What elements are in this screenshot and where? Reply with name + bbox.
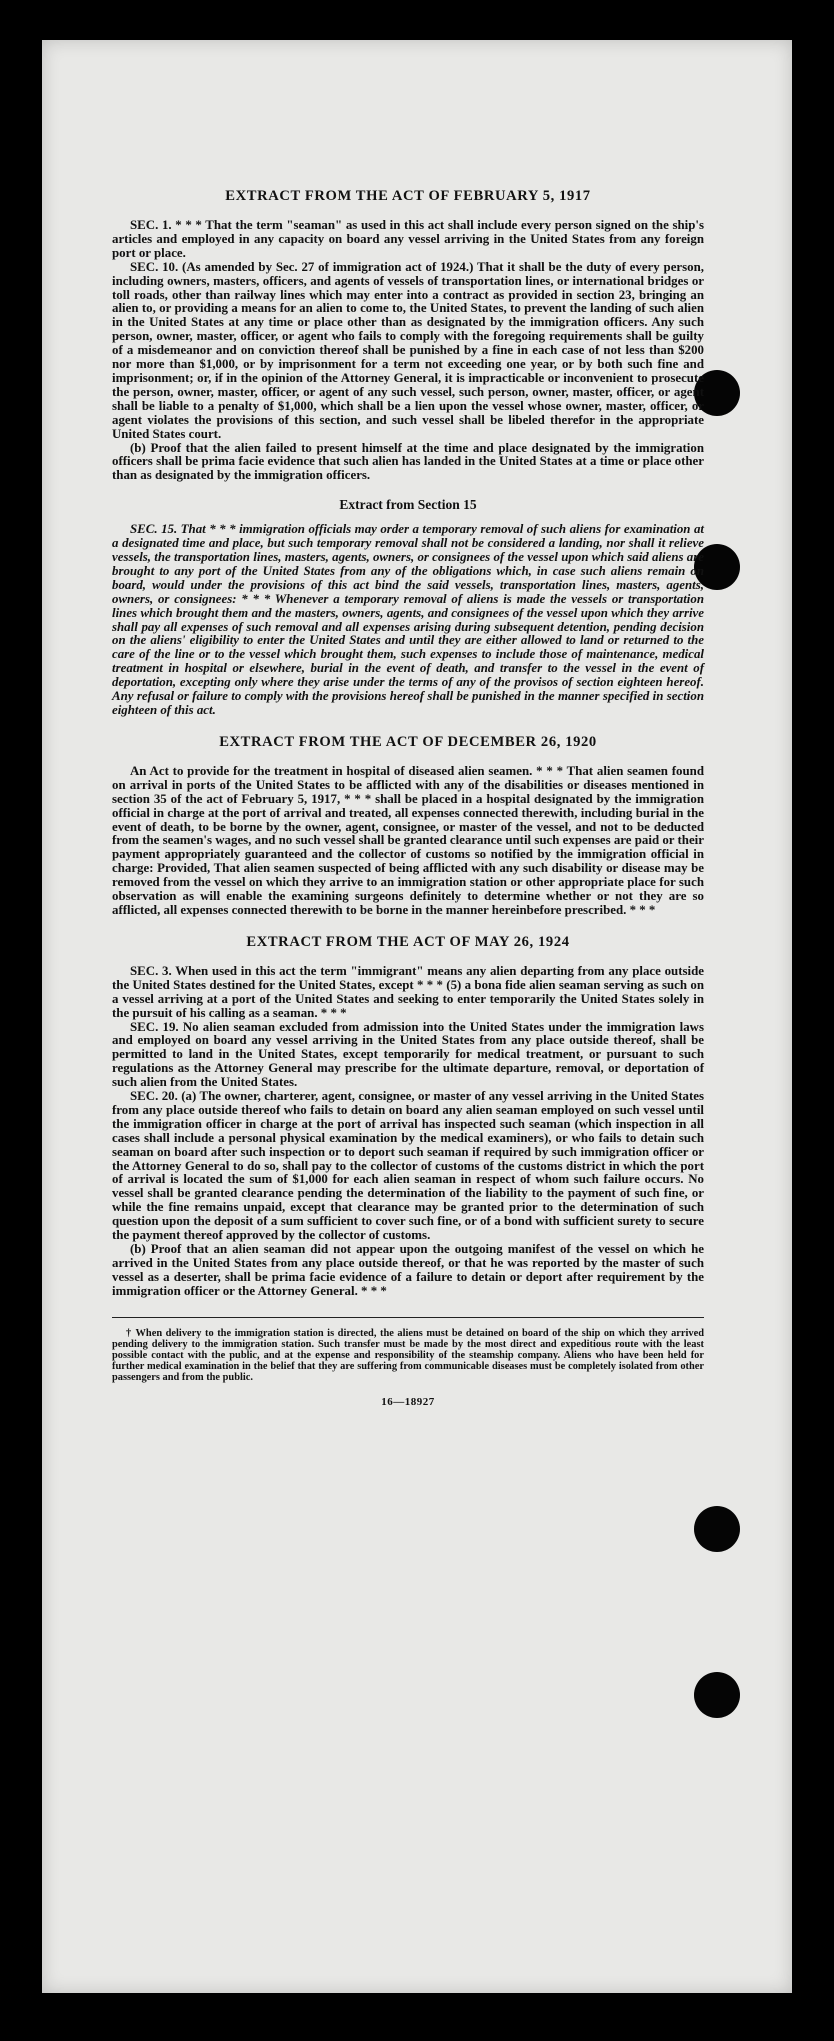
paragraph-sec10b: (b) Proof that the alien failed to present himself at the time and place designated by the immigration officers shall be prima facie evidence that such alien has landed in the United States at a time or place other than as designated by the immigration officers. — [112, 440, 704, 483]
paragraph-sec3: SEC. 3. When used in this act the term "immigrant" means any alien departing from any place outside the United States destined for the United States, except * * * (5) a bona fide alien seaman serving as such on a vessel arriving at a port of the United States and seeking to enter temporarily the United States solely in the pursuit of his calling as a seaman. * * * — [112, 963, 704, 1020]
section-title-1920: EXTRACT FROM THE ACT OF DECEMBER 26, 1920 — [219, 733, 597, 750]
punch-hole — [694, 1506, 740, 1552]
paragraph-sec19: SEC. 19. No alien seaman excluded from admission into the United States under the immigration laws and employed on board any vessel arriving in the United States from any place outside thereof, shall be permitted to land in the United States, except temporarily for medical treatment, or pursuant to such regulations as the Attorney General may prescribe for the ultimate departure, removal, or deportation of such alien from the United States. — [112, 1019, 704, 1090]
paragraph-sec10: SEC. 10. (As amended by Sec. 27 of immigration act of 1924.) That it shall be the duty of every person, including owners, masters, officers, and agents of vessels of transportation lines, or international bridges or toll roads, other than railway lines which may enter into a contract as provided in section 23, bringing an alien to, or providing a means for an alien to come to, the United States, to prevent the landing of such alien in the United States at any time or place other than as designated by the immigration officers. Any such person, owner, master, officer, or agent who fails to comply with the foregoing requirements shall be guilty of a misdemeanor and on conviction thereof shall be punished by a fine in each case of not less than $200 nor more than $1,000, or by imprisonment for a term not exceeding one year, or by both such fine and imprisonment; or, if in the opinion of the Attorney General, it is impracticable or inconvenient to prosecute the person, owner, master, officer, or agent of any such vessel, such person, owner, master, officer, or agent shall be liable to a penalty of $1,000, which shall be a lien upon the vessel whose owner, master, officer, or agent violates the provisions of this section, and such vessel shall be libeled therefor in the appropriate United States court. — [112, 259, 704, 441]
section-subtitle-15: Extract from Section 15 — [339, 497, 477, 513]
footnote: † When delivery to the immigration station is directed, the aliens must be detained on board of the ship on which they arrived pending delivery to the immigration station. Such transfer must be made by the most direct and expeditious route with the least possible contact with the public, and at the expense and responsibility of the steamship company. Aliens who have been held for further medical examination in the belief that they are suffering from communicable diseases must be completely isolated from other passengers and from the public. — [112, 1327, 704, 1384]
paragraph-sec20: SEC. 20. (a) The owner, charterer, agent, consignee, or master of any vessel arriving in the United States from any place outside thereof who fails to detain on board any alien seaman employed on such vessel until the immigration officer in charge at the port of arrival has inspected such seaman (which inspection in all cases shall include a personal physical examination by the medical examiners), or who fails to detain such seaman on board after such inspection or to deport such seaman if required by such immigration officer or the Attorney General to do so, shall pay to the collector of customs of the customs district in which the port of arrival is located the sum of $1,000 for each alien seaman in respect of whom such failure occurs. No vessel shall be granted clearance pending the determination of the liability to the payment of such fine, or while the fine remains unpaid, except that clearance may be granted prior to the determination of such question upon the deposit of a sum sufficient to cover such fine, or of a bond with sufficient surety to secure the payment thereof approved by the collector of customs. — [112, 1089, 704, 1243]
section-title-1917: EXTRACT FROM THE ACT OF FEBRUARY 5, 1917 — [225, 188, 591, 204]
paragraph-sec20b: (b) Proof that an alien seaman did not appear upon the outgoing manifest of the vessel on which he arrived in the United States from any place outside thereof, or that he was reported by the master of such vessel as a deserter, shall be prima facie evidence of a failure to detain or deport after requirement by the immigration officer or the Attorney General. * * * — [112, 1242, 704, 1298]
paragraph-sec15: SEC. 15. That * * * immigration officials may order a temporary removal of such aliens for examination at a designated time and place, but such temporary removal shall not be considered a landing, nor shall it relieve vessels, the transportation lines, masters, agents, owners, or consignees of the vessel upon which said aliens are brought to any port of the United States from any of the obligations which, in case such aliens remain on board, would under the provisions of this act bind the said vessels, transportation lines, masters, agents, owners, or consignees: * * * Whenever a temporary removal of aliens is made the vessels or transportation lines which brought them and the masters, owners, agents, and consignees of the vessel upon which they arrive shall pay all expenses of such removal and all expenses arising during subsequent detention, pending decision on the aliens' eligibility to enter the United States and until they are either allowed to land or returned to the care of the line or to the vessel which brought them, such expenses to include those of maintenance, medical treatment in hospital or elsewhere, burial in the event of death, and transfer to the vessel in the event of deportation, excepting only where they arise under the terms of any of the provisos of section eighteen hereof. Any refusal or failure to comply with the provisions hereof shall be punished in the manner specified in section eighteen of this act. — [112, 522, 704, 717]
document-body — [112, 188, 704, 1408]
paragraph-act1920: An Act to provide for the treatment in hospital of diseased alien seamen. * * * That alien seamen found on arrival in ports of the United States to be afflicted with any of the disabilities or diseases mentioned in section 35 of the act of February 5, 1917, * * * shall be placed in a hospital designated by the immigration official in charge at the port of arrival and treated, all expenses connected therewith, including burial in the event of death, to be borne by the owner, agent, consignee, or master of the vessel, and not to be deducted from the seamen's wages, and no such vessel shall be granted clearance until such expenses are paid or their payment appropriately guaranteed and the collector of customs so notified by the immigration official in charge: Provided, That alien seamen suspected of being afflicted with any such disability or disease may be removed from the vessel on which they arrive to an immigration station or other appropriate place for such observation as will enable the examining surgeons definitely to determine whether or not they are so afflicted, all expenses connected therewith to be borne in the manner hereinbefore prescribed. * * * — [112, 763, 704, 917]
footnote-divider — [112, 1317, 704, 1318]
punch-hole — [694, 1672, 740, 1718]
form-code: 16—18927 — [381, 1395, 435, 1408]
section-title-1924: EXTRACT FROM THE ACT OF MAY 26, 1924 — [246, 933, 570, 950]
paragraph-sec1: SEC. 1. * * * That the term "seaman" as used in this act shall include every person signed on the ship's articles and employed in any capacity on board any vessel arriving in the United States from any foreign port or place. — [112, 218, 704, 260]
